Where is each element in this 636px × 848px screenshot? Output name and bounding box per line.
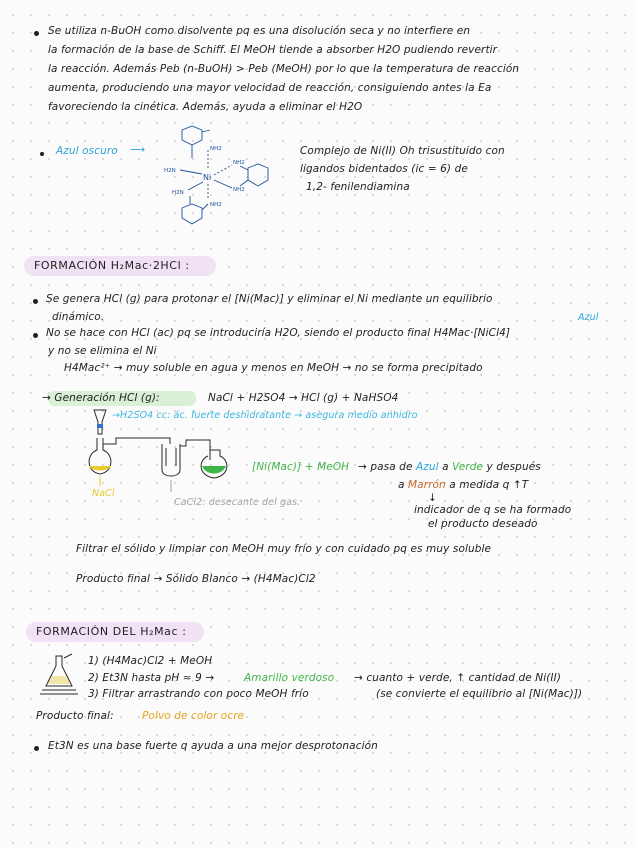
color-change-text: y después <box>486 461 541 473</box>
intro-line: Se utiliza n-BuOH como disolvente pq es una disolución seca y no interfiere en <box>48 25 471 37</box>
section1-bullet <box>33 299 38 304</box>
complex-bullet <box>40 152 44 156</box>
step-line: 3) Filtrar arrastrando con poco MeOH frío <box>88 688 309 700</box>
nacl-label: NaCl <box>92 488 115 499</box>
section1-title: FORMACIÓN H₂Mac·2HCl : <box>34 259 190 272</box>
color-change-text: a <box>442 461 449 473</box>
complex-structure <box>160 120 280 230</box>
color-change-text: a <box>398 479 405 491</box>
intro-line: la reacción. Además Peb (n-BuOH) > Peb (MeOH) por lo que la temperatura de reacción <box>48 63 520 75</box>
metal-label: Ni <box>203 173 212 182</box>
complex-color-label: Azul oscuro <box>56 145 118 157</box>
color-change-text: a medida q ↑T <box>449 479 529 491</box>
h2so4-note: →H2SO4 cc: ác. fuerte deshidratante → asegura medio anhidro <box>112 410 418 421</box>
step2-color: Amarillo verdoso <box>244 672 335 684</box>
color-azul: Azul <box>415 461 439 473</box>
bullet-line: dinámico. <box>52 311 105 323</box>
intro-line: la formación de la base de Schiff. El MeOH tiende a absorber H2O pudiendo revertir <box>48 44 498 56</box>
color-verde: Verde <box>452 461 484 473</box>
azul-note: Azul <box>578 312 599 323</box>
bullet-line: Se genera HCl (g) para protonar el [Ni(Mac)] y eliminar el Ni mediante un equilibrio <box>46 293 493 305</box>
intro-line: aumenta, produciendo una mayor velocidad de reacción, consiguiendo antes la Ea <box>48 82 492 94</box>
bullet-line: y no se elimina el Ni <box>48 345 157 357</box>
group-label: NH2 <box>210 146 222 152</box>
product-label: Producto final: <box>36 710 114 722</box>
section2-title: FORMACIÓN DEL H₂Mac : <box>36 625 187 638</box>
indicator-line: indicador de q se ha formado <box>414 504 572 516</box>
color-marron: Marrón <box>408 479 446 491</box>
intro-line: favoreciendo la cinética. Además, ayuda a eliminar el H2O <box>48 101 363 113</box>
indicator-arrow: ↓ <box>428 492 437 504</box>
complex-description-line: Complejo de Ni(II) Oh trisustituido con <box>300 145 505 157</box>
flask-icon <box>38 652 80 696</box>
group-label: NH2 <box>210 202 222 208</box>
group-label: NH2 <box>233 160 245 166</box>
product-value: Polvo de color ocre <box>142 710 245 722</box>
cacl2-label: CaCl2: desecante del gas. <box>174 497 301 508</box>
section2-bullet <box>34 746 39 751</box>
bullet-line: No se hace con HCl (ac) pq se introduciría H2O, siendo el producto final H4Mac·[NiCl4] <box>46 327 511 339</box>
step-line: 1) (H4Mac)Cl2 + MeOH <box>88 655 213 667</box>
section1-bullet <box>33 333 38 338</box>
group-label: H2N <box>172 190 184 196</box>
solubility-line: H4Mac²⁺ → muy soluble en agua y menos en MeOH → no se forma precipitado <box>64 362 483 374</box>
color-change-line-2 <box>398 479 528 491</box>
group-label: H2N <box>164 168 176 174</box>
indicator-line: el producto deseado <box>428 518 538 530</box>
complex-description-line: ligandos bidentados (ic = 6) de <box>300 163 468 175</box>
generation-label: → Generación HCl (g): <box>42 392 160 404</box>
group-label: NH2 <box>233 187 245 193</box>
filter-line: Filtrar el sólido y limpiar con MeOH muy frío y con cuidado pq es muy soluble <box>76 543 492 555</box>
section2-bullet-text: Et3N es una base fuerte q ayuda a una mejor desprotonación <box>48 740 378 752</box>
arrow-icon: ⟶ <box>130 144 146 156</box>
step2-note: (se convierte el equilibrio al [Ni(Mac)]) <box>376 688 583 700</box>
complex-description-line: 1,2- fenilendiamina <box>306 181 410 193</box>
generation-equation: NaCl + H2SO4 → HCl (g) + NaHSO4 <box>208 392 399 404</box>
intro-bullet <box>34 31 39 36</box>
step2-result: → cuanto + verde, ↑ cantidad de Ni(II) <box>354 672 562 684</box>
color-change-text: → pasa de <box>358 461 413 473</box>
color-change-line <box>358 461 541 473</box>
flask-label: [Ni(Mac)] + MeOH <box>252 461 350 473</box>
final-product-line: Producto final → Sólido Blanco → (H4Mac)Cl2 <box>76 573 316 585</box>
step-line: 2) Et3N hasta pH ≈ 9 → <box>88 672 215 684</box>
